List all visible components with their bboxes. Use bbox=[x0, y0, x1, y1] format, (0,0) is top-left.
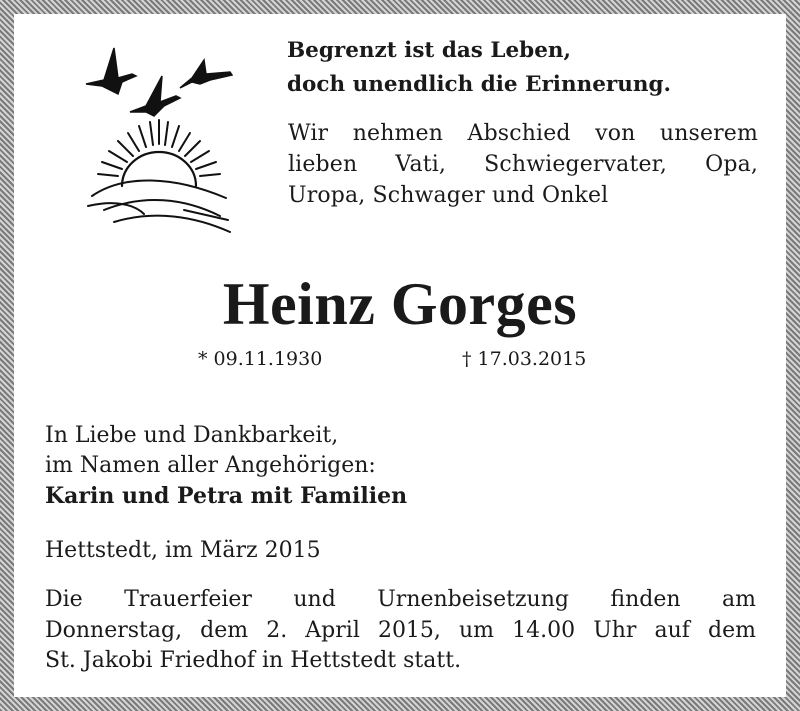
intro-line-1: Wir nehmen Abschied von unserem bbox=[288, 121, 758, 146]
mourners-line-1: In Liebe und Dankbarkeit, bbox=[45, 423, 339, 448]
intro-text bbox=[288, 118, 758, 211]
mourners-line-2: im Namen aller Angehörigen: bbox=[45, 453, 376, 478]
motto-line-1: Begrenzt ist das Leben, bbox=[287, 38, 572, 63]
death-date: † 17.03.2015 bbox=[462, 348, 587, 370]
motto-line-2: doch unendlich die Erinnerung. bbox=[287, 72, 672, 97]
service-line-3: St. Jakobi Friedhof in Hettstedt statt. bbox=[45, 648, 462, 673]
intro-line-2: lieben Vati, Schwiegervater, Opa, bbox=[288, 152, 758, 177]
sunset-icon bbox=[84, 114, 234, 234]
service-info bbox=[45, 585, 756, 677]
motto bbox=[287, 34, 767, 102]
obituary-notice bbox=[14, 14, 786, 697]
service-line-1: Die Trauerfeier und Urnenbeisetzung finden am bbox=[45, 587, 756, 612]
birth-date: * 09.11.1930 bbox=[198, 348, 323, 370]
place-and-date: Hettstedt, im März 2015 bbox=[45, 538, 321, 563]
deceased-name: Heinz Gorges bbox=[222, 271, 578, 337]
service-line-2: Donnerstag, dem 2. April 2015, um 14.00 Uhr auf dem bbox=[45, 617, 756, 643]
flying-birds-icon bbox=[80, 38, 240, 120]
mourners-block bbox=[45, 421, 755, 511]
intro-line-3: Uropa, Schwager und Onkel bbox=[288, 183, 609, 208]
mourners-names: Karin und Petra mit Familien bbox=[45, 483, 408, 509]
